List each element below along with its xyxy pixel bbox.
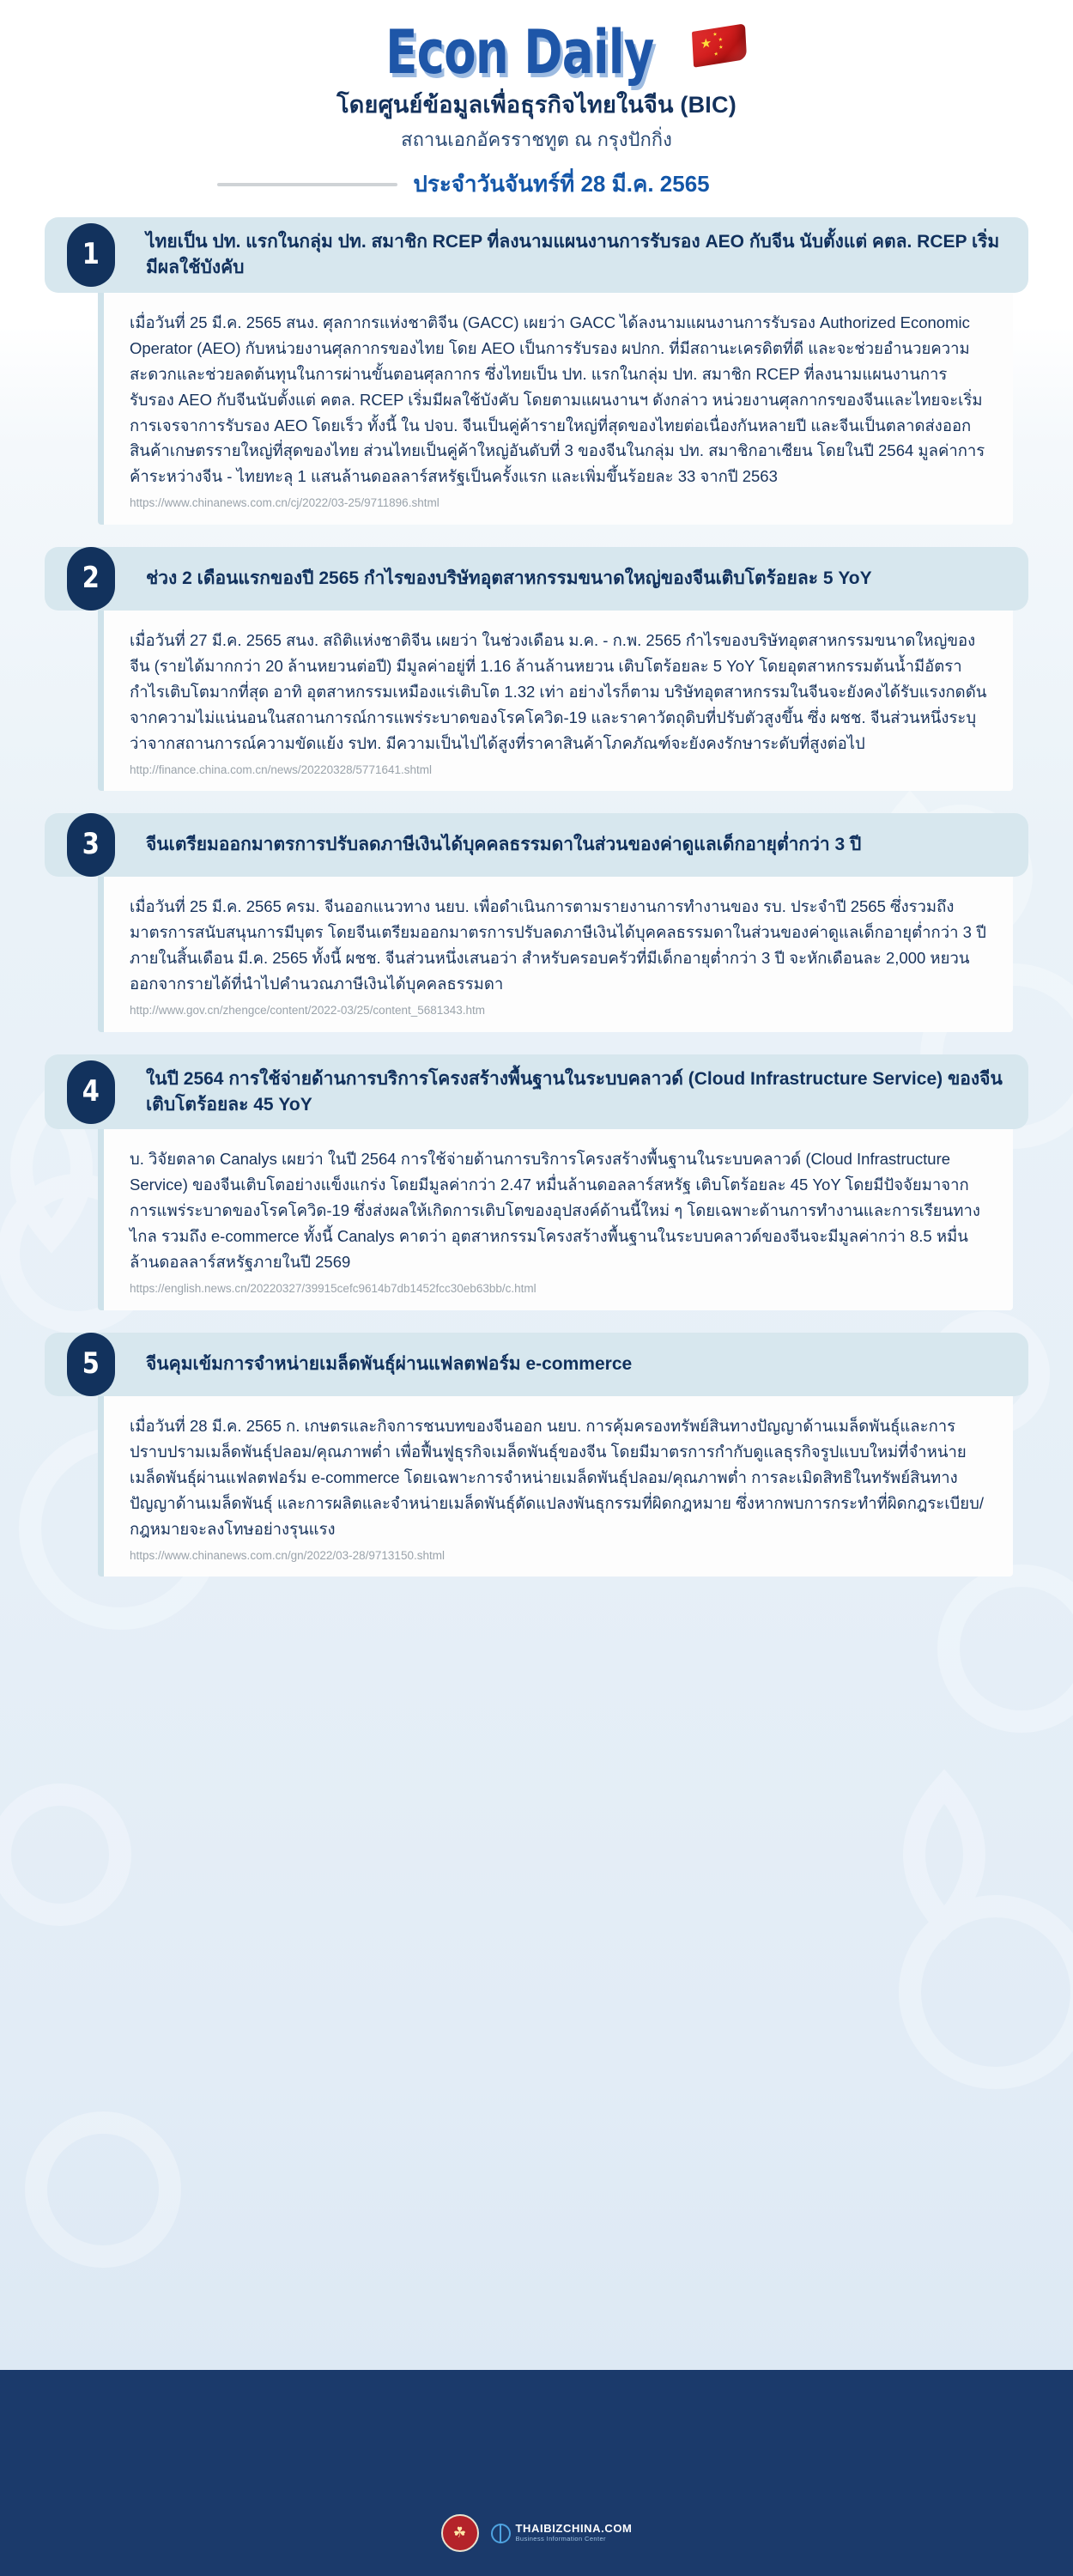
news-item	[45, 813, 1028, 1031]
news-item-header	[45, 217, 1028, 293]
publisher-name: โดยศูนย์ข้อมูลเพื่อธุรกิจไทยในจีน (BIC)	[336, 92, 737, 118]
flag-small-star-icon: ★	[718, 37, 724, 44]
item-number-badge	[67, 1333, 115, 1396]
footer-brand-tagline: Business Information Center	[515, 2535, 606, 2543]
item-number: 5	[82, 1346, 100, 1381]
news-item-header	[45, 547, 1028, 611]
footer-brand-title: THAIBIZCHINA.COM	[515, 2522, 633, 2536]
page-header	[0, 0, 1073, 202]
publication-date: ประจำวันจันทร์ที่ 28 มี.ค. 2565	[413, 171, 710, 197]
source-url[interactable]: https://www.chinanews.com.cn/cj/2022/03-25/9711896.shtml	[130, 496, 440, 510]
item-number-badge	[67, 547, 115, 611]
footer-brand-name	[516, 2523, 633, 2543]
page-footer	[0, 2490, 1073, 2576]
news-headline: ช่วง 2 เดือนแรกของปี 2565 กำไรของบริษัทอุตสาหกรรมขนาดใหญ่ของจีนเติบโตร้อยละ 5 YoY	[146, 568, 872, 589]
globe-icon	[491, 2524, 511, 2543]
news-item-body	[98, 1396, 1013, 1577]
logo	[348, 17, 726, 88]
footer-brand	[491, 2523, 633, 2543]
source-url[interactable]: http://finance.china.com.cn/news/20220328/5771641.shtml	[130, 762, 432, 776]
dateline	[0, 167, 1073, 202]
item-number: 3	[82, 827, 100, 862]
news-item	[45, 1054, 1028, 1310]
publisher-office: สถานเอกอัครราชทูต ณ กรุงปักกิ่ง	[401, 129, 672, 150]
flag-small-star-icon: ★	[718, 45, 724, 52]
news-item-header	[45, 1054, 1028, 1130]
news-item-header	[45, 813, 1028, 877]
news-item	[45, 217, 1028, 525]
item-number-badge	[67, 813, 115, 877]
flag-big-star-icon: ★	[700, 35, 712, 52]
news-item	[45, 547, 1028, 791]
news-headline: ไทยเป็น ปท. แรกในกลุ่ม ปท. สมาชิก RCEP ที่ลงนามแผนงานการรับรอง AEO กับจีน นับตั้งแต่ คตล. RCEP เริ่มมีผลใช้บังคับ	[146, 232, 1000, 277]
news-body-text: เมื่อวันที่ 27 มี.ค. 2565 สนง. สถิติแห่งชาติจีน เผยว่า ในช่วงเดือน ม.ค. - ก.พ. 2565 กำไรของบริษัทอุตสาหกรรมขนาดใหญ่ของจีน (รายได้มากกว่า 20 ล้านหยวนต่อปี) มีมูลค่าอยู่ที่ 1.16 ล้านล้านหยวน เติบโตร้อยละ 5 YoY โดยอุตสาหกรรมต้นน้ำมีอัตรากำไรเติบโตมากที่สุด อาทิ อุตสาหกรรมเหมืองแร่เติบโต 1.32 เท่า อย่างไรก็ตาม บริษัทอุตสาหกรรมในจีนจะยังคงได้รับแรงกดดันจากความไม่แน่นอนในสถานการณ์การแพร่ระบาดของโรคโควิด-19 และราคาวัตถุดิบที่ปรับตัวสูงขึ้น ซึ่ง ผชช. จีนส่วนหนึ่งระบุว่าจากสถานการณ์ความขัดแย้ง รปท. มีความเป็นไปได้สูงที่ราคาสินค้าโภคภัณฑ์จะยังคงรักษาระดับที่สูงต่อไป	[130, 630, 987, 752]
news-headline: ในปี 2564 การใช้จ่ายด้านการบริการโครงสร้างพื้นฐานในระบบคลาวด์ (Cloud Infrastructure Service) ของจีนเติบโตร้อยละ 45 YoY	[146, 1068, 1003, 1115]
flag-small-star-icon: ★	[712, 32, 718, 39]
source-url[interactable]: https://english.news.cn/20220327/39915cefc9614b7db1452fcc30eb63bb/c.html	[130, 1282, 536, 1296]
news-body-text: เมื่อวันที่ 25 มี.ค. 2565 สนง. ศุลกากรแห่งชาติจีน (GACC) เผยว่า GACC ได้ลงนามแผนงานการรับรอง Authorized Economic Operator (AEO) กับหน่วยงานศุลกากรของไทย โดย AEO เป็นการรับรอง ผปกก. ที่มีสถานะเครดิตที่ดี และจะช่วยอำนวยความสะดวกและช่วยลดต้นทุนในการผ่านขั้นตอนศุลกากร ซึ่งไทยเป็น ปท. แรกในกลุ่ม ปท. สมาชิก RCEP ที่ลงนามแผนงานการรับรอง AEO กับจีนนับตั้งแต่ คตล. RCEP เริ่มมีผลใช้บังคับ โดยตามแผนงานฯ ดังกล่าว หน่วยงานศุลกากรของจีนและไทยจะเริ่มการเจรจาการรับรอง AEO โดยเร็ว ทั้งนี้ ใน ปจบ. จีนเป็นคู่ค้ารายใหญ่ที่สุดของไทยต่อเนื่องกันหลายปี และจีนเป็นตลาดส่งออกสินค้าเกษตรรายใหญ่ที่สุดของไทย ส่วนไทยเป็นคู่ค้าใหญ่อันดับที่ 3 ของจีนในกลุ่ม ปท. สมาชิกอาเซียน โดยในปี 2564 มูลค่าการค้าระหว่างจีน - ไทยทะลุ 1 แสนล้านดอลลาร์สหรัฐเป็นครั้งแรก และเพิ่มขึ้นร้อยละ 33 จากปี 2563	[130, 313, 985, 486]
news-headline: จีนคุมเข้มการจำหน่ายเมล็ดพันธุ์ผ่านแฟลตฟอร์ม e-commerce	[146, 1353, 633, 1374]
china-flag-icon	[692, 23, 747, 67]
item-number-badge	[67, 1060, 115, 1124]
item-number-badge	[67, 223, 115, 287]
news-item-body	[98, 611, 1013, 791]
news-body-text: เมื่อวันที่ 25 มี.ค. 2565 ครม. จีนออกแนวทาง นยบ. เพื่อดำเนินการตามรายงานการทำงานของ รบ. ประจำปี 2565 ซึ่งรวมถึงมาตรการสนับสนุนการมีบุตร โดยจีนเตรียมออกมาตรการปรับลดภาษีเงินได้บุคคลธรรมดาในส่วนของค่าดูแลเด็กอายุต่ำกว่า 3 ปีภายในสิ้นเดือน มี.ค. 2565 ทั้งนี้ ผชช. จีนส่วนหนึ่งเสนอว่า สำหรับครอบครัวที่มีเด็กอายุต่ำกว่า 3 ปี จะหักเดือนละ 2,000 หยวนออกจากรายได้ที่นำไปคำนวณภาษีเงินได้บุคคลธรรมดา	[130, 897, 986, 993]
flag-small-star-icon: ★	[713, 52, 719, 58]
item-number: 1	[82, 236, 100, 271]
news-body-text: เมื่อวันที่ 28 มี.ค. 2565 ก. เกษตรและกิจการชนบทของจีนออก นยบ. การคุ้มครองทรัพย์สินทางปัญญาด้านเมล็ดพันธุ์และการปราบปรามเมล็ดพันธุ์ปลอม/คุณภาพต่ำ เพื่อฟื้นฟูธุรกิจเมล็ดพันธุ์ของจีน โดยมีมาตรการกำกับดูแลธุรกิจรูปแบบใหม่ที่จำหน่ายเมล็ดพันธุ์ผ่านแฟลตฟอร์ม e-commerce โดยเฉพาะการจำหน่ายเมล็ดพันธุ์ปลอม/คุณภาพต่ำ การละเมิดสิทธิในทรัพย์สินทางปัญญาด้านเมล็ดพันธุ์ และการผลิตและจำหน่ายเมล็ดพันธุ์ดัดแปลงพันธุกรรมที่ผิดกฎหมาย ซึ่งหากพบการกระทำที่ผิดกฎระเบียบ/กฎหมายจะลงโทษอย่างรุนแรง	[130, 1416, 984, 1538]
date-rule	[217, 183, 397, 186]
news-item-body	[98, 293, 1013, 525]
garuda-seal-icon: ☘	[441, 2514, 479, 2552]
item-number: 2	[82, 560, 100, 595]
news-list	[0, 202, 1073, 1577]
news-body-text: บ. วิจัยตลาด Canalys เผยว่า ในปี 2564 การใช้จ่ายด้านการบริการโครงสร้างพื้นฐานในระบบคลาวด์ (Cloud Infrastructure Service) ของจีนเติบโตอย่างแข็งแกร่ง โดยมีมูลค่ากว่า 2.47 หมื่นล้านดอลลาร์สหรัฐ เติบโตร้อยละ 45 YoY โดยมีปัจจัยมาจากการแพร่ระบาดของโรคโควิด-19 ซึ่งส่งผลให้เกิดการเติบโตของอุปสงค์ด้านนี้ใหม่ ๆ โดยเฉพาะด้านการทำงานและการเรียนทางไกล รวมถึง e-commerce ทั้งนี้ Canalys คาดว่า อุตสาหกรรมโครงสร้างพื้นฐานในระบบคลาวด์ของจีนจะมีมูลค่ากว่า 8.5 หมื่นล้านดอลลาร์สหรัฐภายในปี 2569	[130, 1150, 980, 1272]
logo-title: Econ Daily	[385, 17, 654, 88]
source-url[interactable]: https://www.chinanews.com.cn/gn/2022/03-28/9713150.shtml	[130, 1548, 445, 1562]
news-item-header	[45, 1333, 1028, 1396]
source-url[interactable]: http://www.gov.cn/zhengce/content/2022-03/25/content_5681343.htm	[130, 1004, 486, 1018]
item-number: 4	[82, 1073, 100, 1109]
news-headline: จีนเตรียมออกมาตรการปรับลดภาษีเงินได้บุคคลธรรมดาในส่วนของค่าดูแลเด็กอายุต่ำกว่า 3 ปี	[146, 835, 862, 855]
news-item	[45, 1333, 1028, 1577]
news-item-body	[98, 1129, 1013, 1309]
news-item-body	[98, 877, 1013, 1031]
